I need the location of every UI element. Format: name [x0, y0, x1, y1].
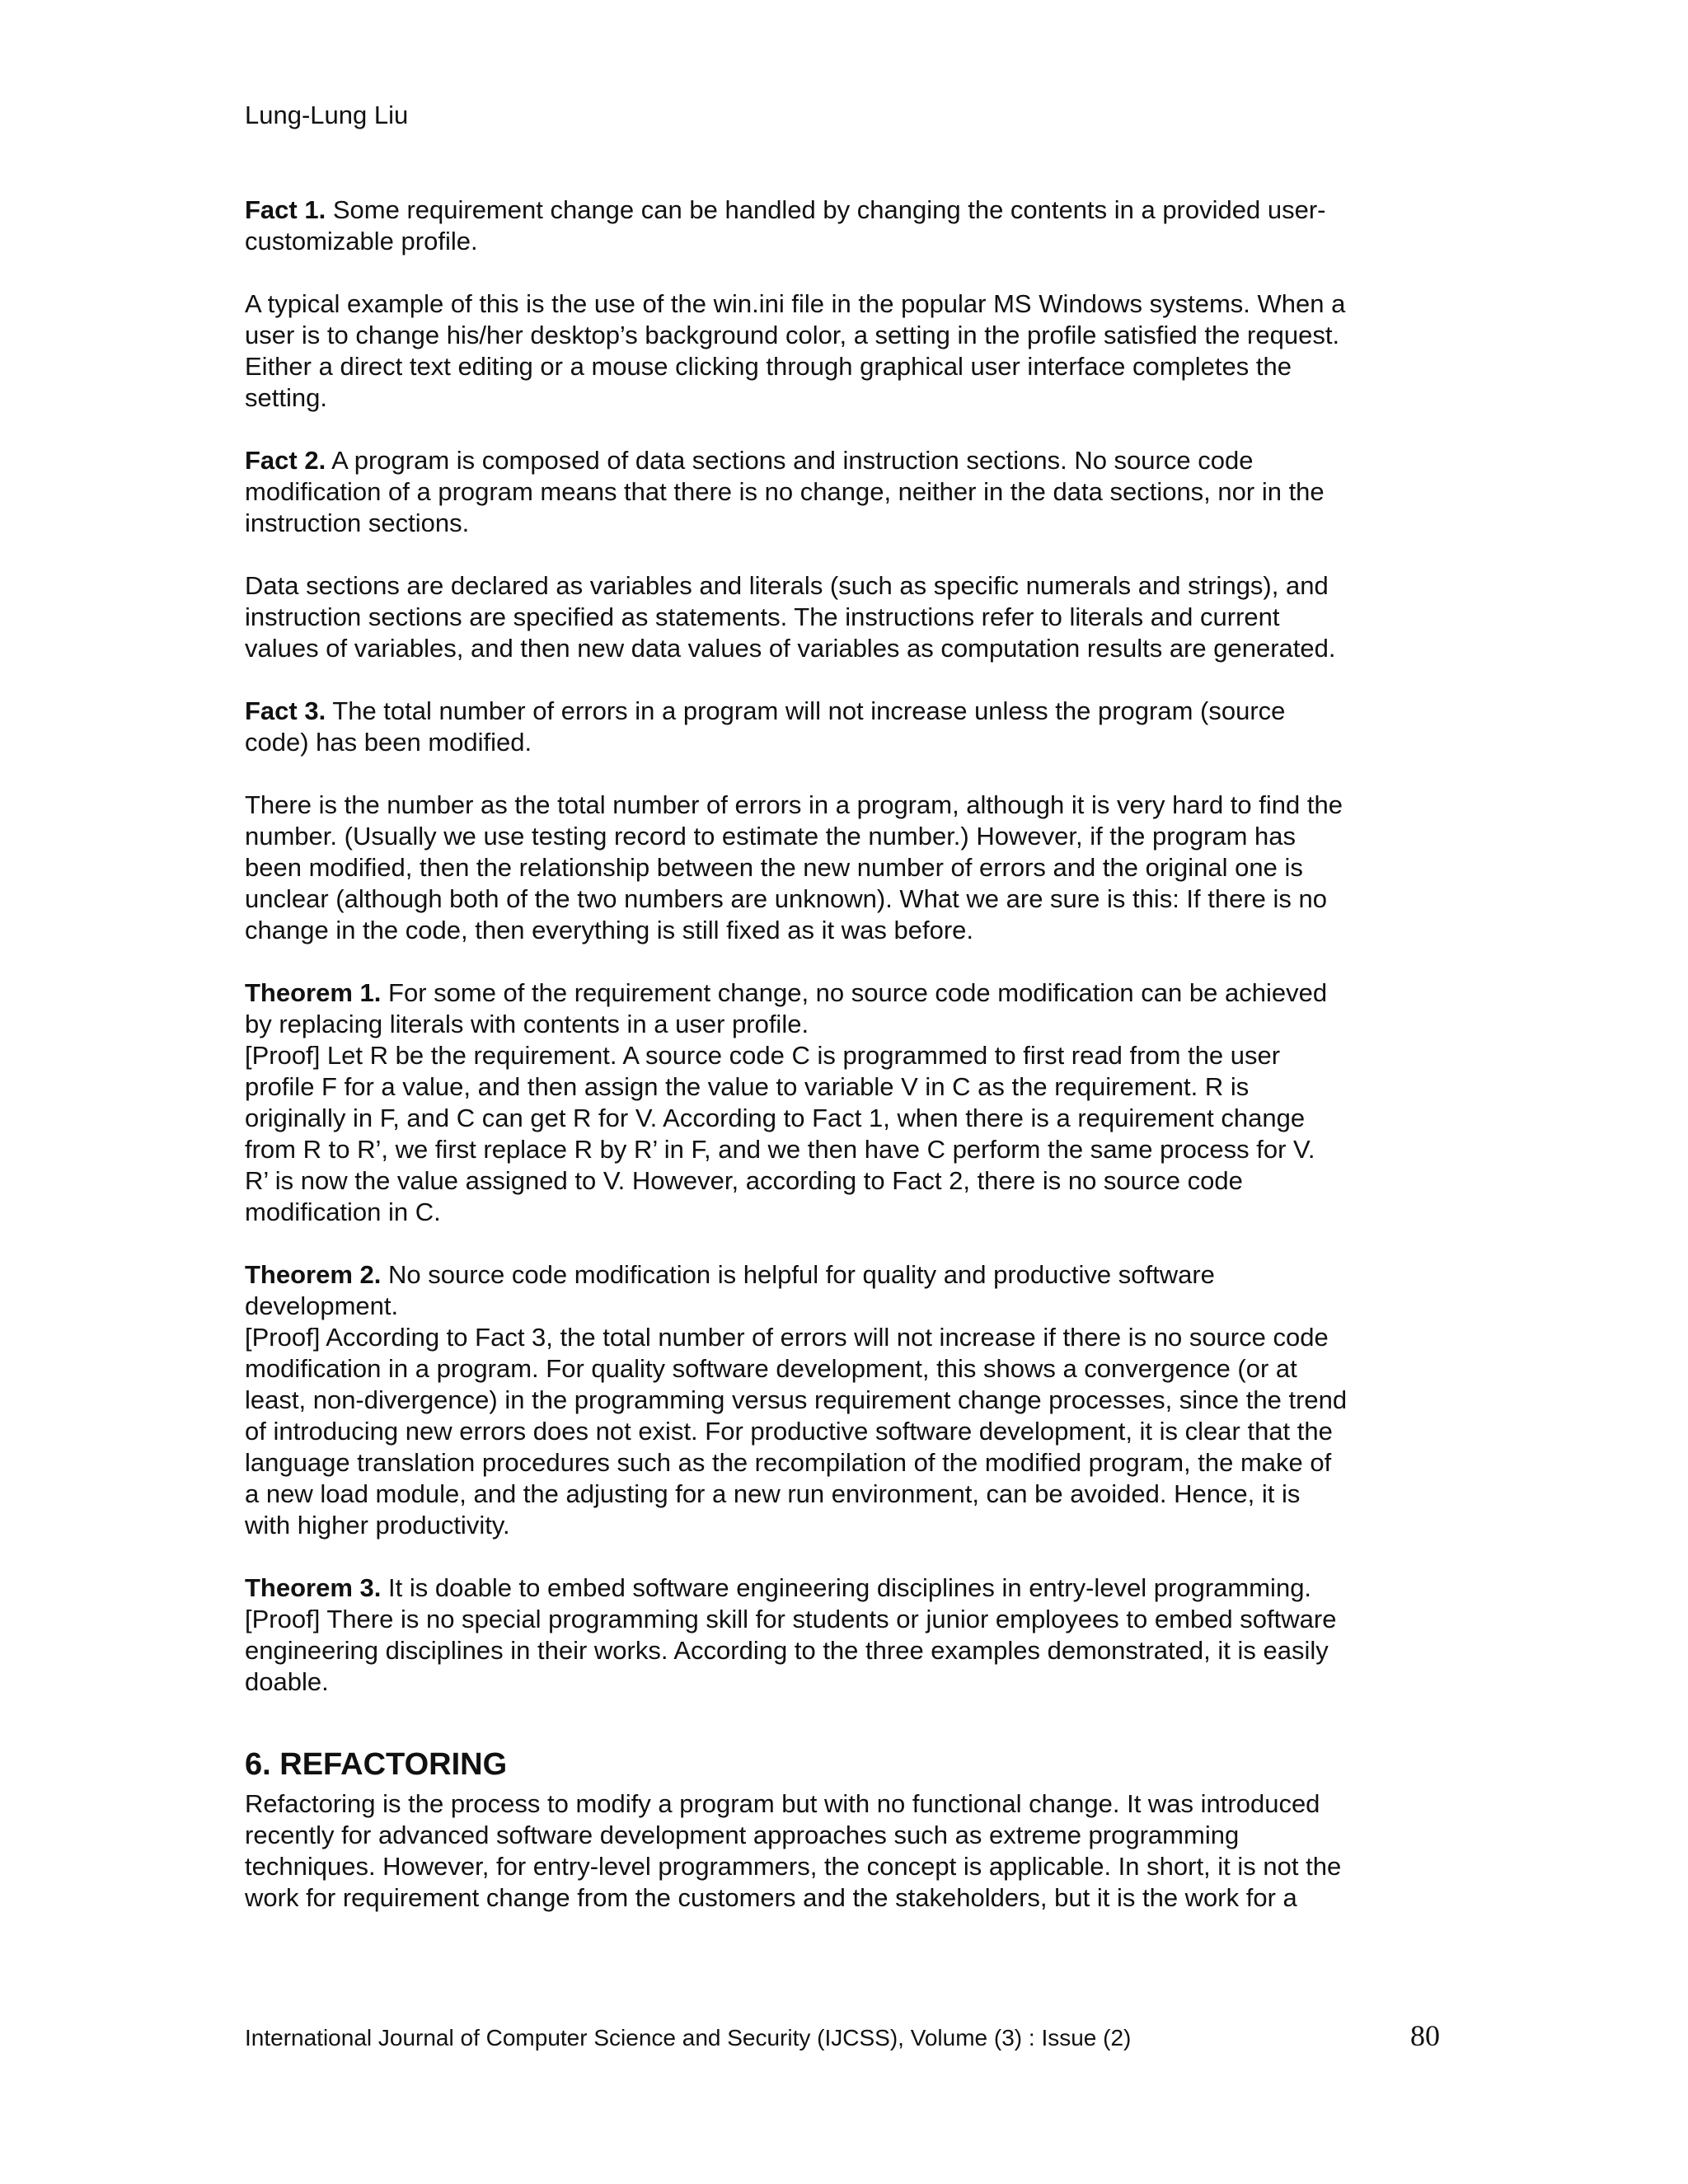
statement-block — [245, 1572, 1440, 1698]
text-line — [245, 1040, 1440, 1071]
statement-block — [245, 194, 1440, 257]
text-line — [245, 226, 1440, 257]
statement-label: Theorem 3. — [245, 1573, 382, 1602]
statement-label: Fact 1. — [245, 195, 326, 224]
text-line — [245, 382, 1440, 414]
line-text: modification of a program means that there is no change, neither in the data sections, nor in the — [245, 477, 1325, 506]
line-text: A program is composed of data sections and instruction sections. No source code — [331, 446, 1254, 475]
text-line — [245, 1009, 1440, 1040]
line-text: doable. — [245, 1667, 329, 1696]
line-text: a new load module, and the adjusting for a new run environment, can be avoided. Hence, it is — [245, 1479, 1301, 1508]
text-line — [245, 288, 1440, 320]
text-line — [245, 602, 1440, 633]
statement-label: Theorem 1. — [245, 978, 382, 1007]
text-line — [245, 445, 1440, 476]
line-text: Data sections are declared as variables and literals (such as specific numerals and strings), and — [245, 571, 1329, 600]
line-text: No source code modification is helpful for quality and productive software — [388, 1260, 1215, 1289]
paragraphs — [245, 194, 1440, 1698]
line-text: profile F for a value, and then assign the value to variable V in C as the requirement. R is — [245, 1072, 1250, 1101]
line-text: instruction sections. — [245, 509, 470, 537]
text-line — [245, 852, 1440, 883]
text-line — [245, 696, 1440, 727]
line-text: development. — [245, 1291, 399, 1320]
text-line — [245, 1165, 1440, 1197]
text-line — [245, 790, 1440, 821]
statement-label: Theorem 2. — [245, 1260, 382, 1289]
explanation-paragraph — [245, 790, 1440, 946]
line-text: modification in C. — [245, 1197, 441, 1226]
text-line: work for requirement change from the customers and the stakeholders, but it is the work for a — [245, 1883, 1297, 1912]
line-text: user is to change his/her desktop’s background color, a setting in the profile satisfied the request. — [245, 321, 1340, 349]
text-line — [245, 1479, 1440, 1510]
page-footer — [245, 2019, 1440, 2055]
text-line — [245, 1635, 1440, 1666]
text-line — [245, 727, 1440, 758]
text-line — [245, 351, 1440, 382]
line-text: For some of the requirement change, no source code modification can be achieved — [388, 978, 1328, 1007]
footer-journal-citation: International Journal of Computer Science and Security (IJCSS), Volume (3) : Issue (2) — [245, 2025, 1132, 2050]
line-text: engineering disciplines in their works. According to the three examples demonstrated, it is easily — [245, 1636, 1329, 1665]
section-heading: 6. REFACTORING — [245, 1747, 508, 1782]
line-text: instruction sections are specified as statements. The instructions refer to literals and current — [245, 602, 1280, 631]
line-text: The total number of errors in a program will not increase unless the program (source — [332, 696, 1286, 725]
statement-block — [245, 696, 1440, 758]
text-line — [245, 1385, 1440, 1416]
section-body — [245, 1788, 1440, 1914]
line-text: code) has been modified. — [245, 728, 532, 757]
text-line — [245, 1353, 1440, 1385]
statement-block — [245, 1259, 1440, 1541]
text-line — [245, 1197, 1440, 1228]
text-line — [245, 915, 1440, 946]
text-line — [245, 883, 1440, 915]
text-line — [245, 1103, 1440, 1134]
text-line — [245, 1134, 1440, 1165]
text-line — [245, 1322, 1440, 1353]
line-text: setting. — [245, 383, 327, 412]
text-line: recently for advanced software development approaches such as extreme programming — [245, 1821, 1240, 1849]
statement-label: Fact 2. — [245, 446, 326, 475]
line-text: [Proof] There is no special programming skill for students or junior employees to embed software — [245, 1605, 1337, 1633]
line-text: Some requirement change can be handled by changing the contents in a provided user- — [332, 195, 1326, 224]
running-header-author: Lung-Lung Liu — [245, 101, 409, 129]
statement-block — [245, 445, 1440, 539]
line-text: language translation procedures such as the recompilation of the modified program, the make of — [245, 1448, 1332, 1477]
line-text: been modified, then the relationship between the new number of errors and the original one is — [245, 853, 1303, 882]
text-line — [245, 570, 1440, 602]
text-line: Refactoring is the process to modify a program but with no functional change. It was introduced — [245, 1789, 1320, 1818]
explanation-paragraph — [245, 570, 1440, 664]
text-line — [245, 1572, 1440, 1604]
line-text: number. (Usually we use testing record to estimate the number.) However, if the program has — [245, 822, 1296, 851]
text-line: techniques. However, for entry-level programmers, the concept is applicable. In short, it is not the — [245, 1852, 1342, 1881]
text-line — [245, 508, 1440, 539]
line-text: values of variables, and then new data values of variables as computation results are generated. — [245, 634, 1336, 663]
line-text: R’ is now the value assigned to V. However, according to Fact 2, there is no source code — [245, 1166, 1243, 1195]
line-text: change in the code, then everything is still fixed as it was before. — [245, 916, 973, 944]
line-text: of introducing new errors does not exist. For productive software development, it is clear that the — [245, 1417, 1333, 1446]
line-text: by replacing literals with contents in a user profile. — [245, 1010, 809, 1038]
text-line — [245, 1604, 1440, 1635]
line-text: originally in F, and C can get R for V. According to Fact 1, when there is a requirement change — [245, 1104, 1306, 1132]
line-text: Either a direct text editing or a mouse clicking through graphical user interface completes the — [245, 352, 1292, 381]
text-line — [245, 1259, 1440, 1291]
line-text: modification in a program. For quality software development, this shows a convergence (or at — [245, 1354, 1297, 1383]
text-line — [245, 1510, 1440, 1541]
page-number: 80 — [1410, 2019, 1440, 2052]
text-line — [245, 1666, 1440, 1698]
line-text: customizable profile. — [245, 227, 478, 255]
text-line — [245, 821, 1440, 852]
line-text: It is doable to embed software engineering disciplines in entry-level programming. — [388, 1573, 1312, 1602]
text-line — [245, 1447, 1440, 1479]
line-text: from R to R’, we first replace R by R’ in F, and we then have C perform the same process for V. — [245, 1135, 1315, 1164]
line-text: A typical example of this is the use of the win.ini file in the popular MS Windows systems. When a — [245, 289, 1346, 318]
text-line — [245, 320, 1440, 351]
text-line — [245, 194, 1440, 226]
text-line — [245, 1071, 1440, 1103]
statement-block — [245, 977, 1440, 1228]
line-text: [Proof] Let R be the requirement. A source code C is programmed to first read from the user — [245, 1041, 1281, 1070]
body-column — [245, 194, 1440, 1945]
text-line — [245, 476, 1440, 508]
text-line — [245, 1416, 1440, 1447]
explanation-paragraph — [245, 288, 1440, 414]
line-text: There is the number as the total number of errors in a program, although it is very hard to find the — [245, 790, 1343, 819]
text-line — [245, 633, 1440, 664]
text-line — [245, 1291, 1440, 1322]
line-text: unclear (although both of the two numbers are unknown). What we are sure is this: If there is no — [245, 884, 1328, 913]
line-text: least, non-divergence) in the programming versus requirement change processes, since the trend — [245, 1385, 1348, 1414]
line-text: [Proof] According to Fact 3, the total number of errors will not increase if there is no source code — [245, 1323, 1329, 1352]
statement-label: Fact 3. — [245, 696, 326, 725]
line-text: with higher productivity. — [245, 1511, 510, 1540]
text-line — [245, 977, 1440, 1009]
